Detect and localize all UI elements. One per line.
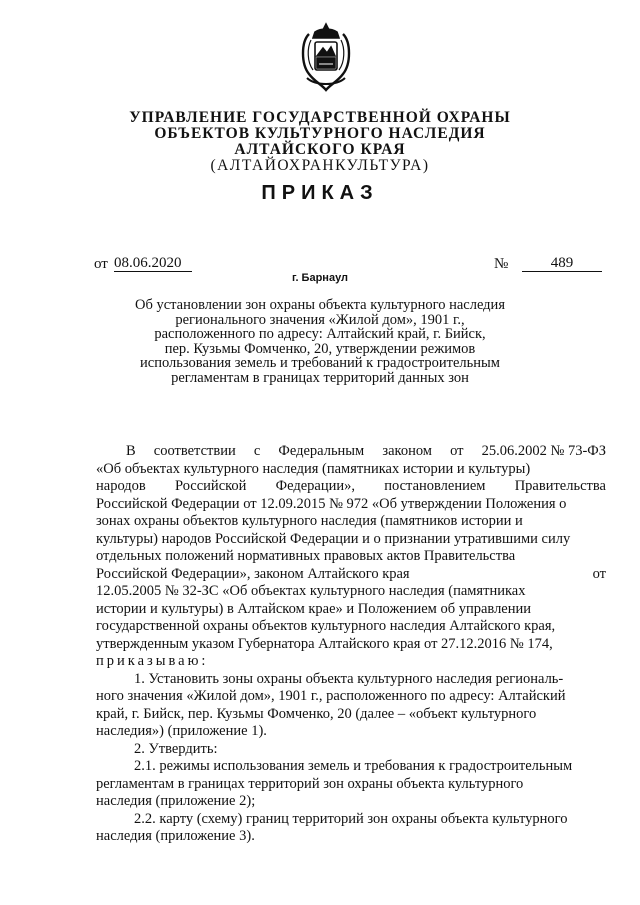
title-line: Об установлении зон охраны объекта культурного наследия xyxy=(135,297,505,313)
document-body xyxy=(96,443,606,846)
word: Федерации», xyxy=(275,478,356,494)
title-line: пер. Кузьмы Фомченко, 20, утверждении режимов xyxy=(164,340,476,357)
word: с xyxy=(253,443,261,459)
item-1-line: край, г. Бийск, пер. Кузьмы Фомченко, 20 (далее – «объект культурного xyxy=(96,705,537,722)
body-line-order-word: приказываю: xyxy=(96,653,209,669)
body-line: «Об объектах культурного наследия (памятниках истории и культуры) xyxy=(96,460,531,477)
word: народов xyxy=(96,478,146,494)
word: от xyxy=(450,443,464,459)
city-name: г. Барнаул xyxy=(291,272,349,284)
word: постановлением xyxy=(384,478,486,494)
document-title xyxy=(120,298,520,385)
word: Федеральным xyxy=(278,443,365,459)
body-line: зонах охраны объектов культурного наследия (памятников истории и xyxy=(96,513,523,529)
item-2-2-line: наследия (приложение 3). xyxy=(96,828,255,844)
date-label: от xyxy=(94,256,108,272)
item-2-2-line: 2.2. карту (схему) границ территорий зон охраны объекта культурного xyxy=(134,810,568,827)
body-line: Российской Федерации от 12.09.2015 № 972 «Об утверждении Положения о xyxy=(96,495,567,512)
item-2-1-line: наследия (приложение 2); xyxy=(96,793,256,809)
date-value: 08.06.2020 xyxy=(114,256,192,272)
body-line: отдельных положений нормативных правовых актов Правительства xyxy=(96,548,516,564)
body-line xyxy=(96,478,606,496)
item-2-1-line: регламентам в границах территорий зон охраны объекта культурного xyxy=(96,775,524,792)
item-1-line: наследия») (приложение 1). xyxy=(96,723,267,739)
document-type: ПРИКАЗ xyxy=(261,182,379,204)
item-2-line: 2. Утвердить: xyxy=(134,740,218,757)
body-line xyxy=(96,443,606,461)
org-name-line-3: АЛТАЙСКОГО КРАЯ xyxy=(234,141,406,158)
number-label: № xyxy=(494,256,509,272)
word: законом xyxy=(382,443,432,459)
word: 25.06.2002 № 73-ФЗ xyxy=(481,443,606,459)
word: Правительства xyxy=(514,478,606,494)
item-2-1-line: 2.1. режимы использования земель и требования к градостроительным xyxy=(134,758,573,774)
title-line: регионального значения «Жилой дом», 1901 г., xyxy=(175,311,465,328)
word: Российской xyxy=(174,478,247,494)
body-line xyxy=(96,566,606,584)
org-short-name: (АЛТАЙОХРАНКУЛЬТУРА) xyxy=(210,157,430,174)
body-line: 12.05.2005 № 32-ЗС «Об объектах культурного наследия (памятниках xyxy=(96,583,526,599)
body-line: культуры) народов Российской Федерации и о признании утратившими силу xyxy=(96,530,571,547)
title-line: регламентам в границах территорий данных зон xyxy=(171,369,469,386)
body-line: утвержденным указом Губернатора Алтайского края от 27.12.2016 № 174, xyxy=(96,635,553,652)
title-line: использования земель и требований к градостроительным xyxy=(140,355,500,371)
item-1-line: 1. Установить зоны охраны объекта культурного наследия региональ- xyxy=(134,670,564,687)
phrase: Российской Федерации», законом Алтайского края xyxy=(96,565,410,582)
word: соответствии xyxy=(153,443,236,459)
item-1-line: ного значения «Жилой дом», 1901 г., расположенного по адресу: Алтайский xyxy=(96,688,566,704)
body-line: истории и культуры) в Алтайском крае» и Положением об управлении xyxy=(96,600,532,617)
word: В xyxy=(126,443,136,459)
word: от xyxy=(592,565,606,582)
title-line: расположенного по адресу: Алтайский край, г. Бийск, xyxy=(154,326,486,342)
org-name-line-1: УПРАВЛЕНИЕ ГОСУДАРСТВЕННОЙ ОХРАНЫ xyxy=(129,109,511,126)
org-name-line-2: ОБЪЕКТОВ КУЛЬТУРНОГО НАСЛЕДИЯ xyxy=(154,125,486,142)
coat-of-arms-icon xyxy=(297,20,355,92)
number-value: 489 xyxy=(522,256,602,272)
body-line: государственной охраны объектов культурного наследия Алтайского края, xyxy=(96,618,556,634)
